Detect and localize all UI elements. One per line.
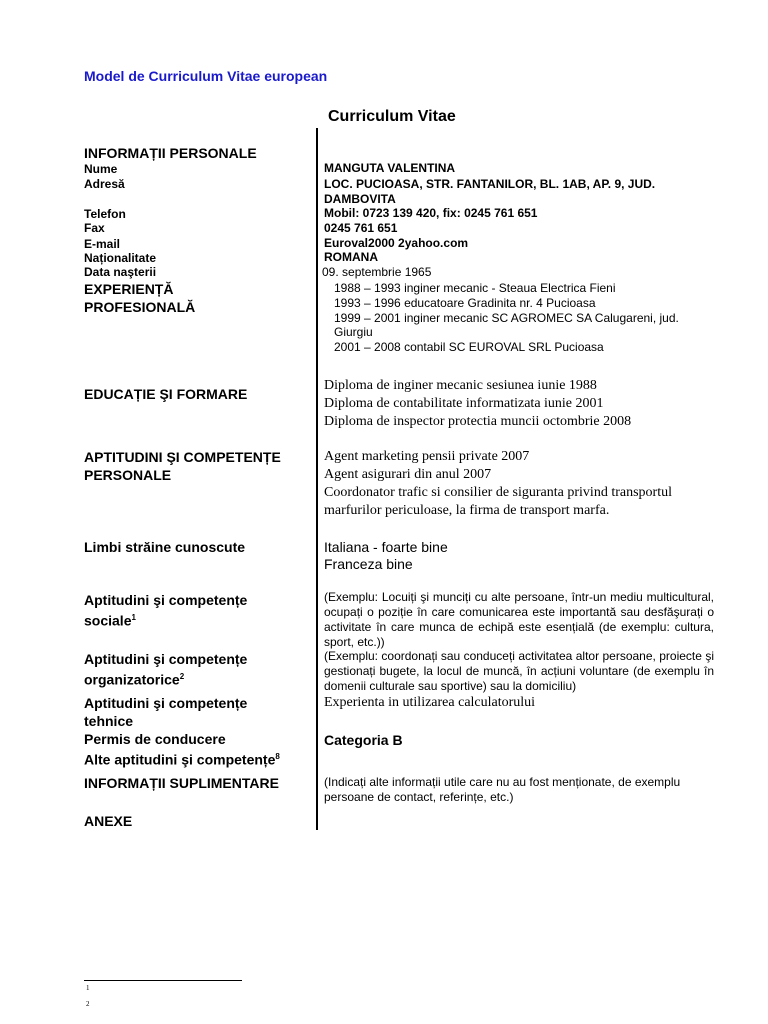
phone-value: Mobil: 0723 139 420, fix: 0245 761 651 xyxy=(324,206,538,220)
languages-label: Limbi străine cunoscute xyxy=(84,539,246,555)
organizational-skills-label-text: organizatorice xyxy=(84,671,180,688)
experience-item: 1988 – 1993 inginer mecanic - Steaua Electrica Fieni xyxy=(334,281,616,295)
section-personal-skills-line-2: PERSONALE xyxy=(84,467,172,483)
language-item: Franceza bine xyxy=(324,556,413,572)
skill-item: Coordonator trafic si consilier de siguranta privind transportul xyxy=(324,485,672,500)
other-skills-label xyxy=(84,748,280,769)
technical-skills-value: Experienta in utilizarea calculatorului xyxy=(324,695,536,710)
address-line-2: DAMBOVITA xyxy=(324,192,396,206)
address-label: Adresă xyxy=(84,177,125,191)
fax-value: 0245 761 651 xyxy=(324,221,398,235)
organizational-skills-text: (Exemplu: coordonați sau conduceți activitatea altor persoane, proiecte şi gestionați bugete, la locul de muncă, în acțiuni voluntare (de exemplu în domenii culturale sau sportive) sau la domiciliu) xyxy=(324,649,714,693)
footnote-ref-2: 2 xyxy=(179,672,185,681)
email-value: Euroval2000 2yahoo.com xyxy=(324,236,469,250)
skill-item: Agent asigurari din anul 2007 xyxy=(324,467,492,482)
language-item: Italiana - foarte bine xyxy=(324,539,448,555)
footnote-ref-1: 1 xyxy=(131,613,136,622)
social-skills-text: (Exemplu: Locuiți şi munciți cu alte persoane, într-un mediu multicultural, ocupați o poziție în care comunicarea este importantă sau desfăşurați o activitate în care munca de echipă este esențială (de exemplu: cultura, sport, etc.)) xyxy=(324,590,714,649)
fax-label: Fax xyxy=(84,221,105,235)
social-skills-label-line-1: Aptitudini şi competențe xyxy=(84,592,248,608)
nationality-value: ROMANA xyxy=(324,250,378,264)
experience-item-continued: Giurgiu xyxy=(334,325,373,339)
driving-license-label: Permis de conducere xyxy=(84,731,226,747)
section-personal-skills-line-1: APTITUDINI ŞI COMPETENȚE xyxy=(84,449,281,465)
birth-date-label: Data naşterii xyxy=(84,265,157,279)
other-skills-label-text: Alte aptitudini şi competențe xyxy=(84,751,276,768)
footnote-ref-8: 8 xyxy=(275,752,280,761)
organizational-skills-label-line-1: Aptitudini şi competențe xyxy=(84,651,248,667)
social-skills-label-text: sociale xyxy=(84,612,132,629)
section-experience-line-2: PROFESIONALĂ xyxy=(84,299,196,315)
section-personal-info: INFORMAȚII PERSONALE xyxy=(84,145,257,161)
footnote-number: 2 xyxy=(86,1000,90,1008)
technical-skills-label-line-1: Aptitudini şi competențe xyxy=(84,695,248,711)
birth-date-value: 09. septembrie 1965 xyxy=(322,265,432,279)
section-experience-line-1: EXPERIENȚĂ xyxy=(84,281,174,297)
section-annexes: ANEXE xyxy=(84,813,133,829)
column-divider xyxy=(316,128,318,830)
experience-item: 1993 – 1996 educatoare Gradinita nr. 4 Pucioasa xyxy=(334,296,596,310)
cv-title: Curriculum Vitae xyxy=(328,108,456,125)
address-line-1: LOC. PUCIOASA, STR. FANTANILOR, BL. 1AB, AP. 9, JUD. xyxy=(324,177,656,191)
footnote-separator xyxy=(84,980,242,981)
education-item: Diploma de inspector protectia muncii octombrie 2008 xyxy=(324,414,632,429)
phone-label: Telefon xyxy=(84,207,126,221)
footnote-number: 1 xyxy=(86,984,90,992)
technical-skills-label-line-2: tehnice xyxy=(84,713,134,729)
education-item: Diploma de contabilitate informatizata iunie 2001 xyxy=(324,396,604,411)
social-skills-label-line-2 xyxy=(84,609,136,630)
skill-item: Agent marketing pensii private 2007 xyxy=(324,449,530,464)
experience-item: 1999 – 2001 inginer mecanic SC AGROMEC SA Calugareni, jud. xyxy=(334,311,679,325)
driving-license-value: Categoria B xyxy=(324,732,403,748)
additional-info-text-line-2: persoane de contact, referințe, etc.) xyxy=(324,790,514,804)
name-label: Nume xyxy=(84,162,118,176)
additional-info-text-line-1: (Indicați alte informații utile care nu au fost menționate, de exemplu xyxy=(324,775,681,789)
organizational-skills-label-line-2 xyxy=(84,668,184,689)
skill-item-continued: marfurilor periculoase, la firma de transport marfa. xyxy=(324,503,610,518)
education-item: Diploma de inginer mecanic sesiunea iunie 1988 xyxy=(324,378,597,393)
section-education: EDUCAȚIE ŞI FORMARE xyxy=(84,386,248,402)
model-title: Model de Curriculum Vitae european xyxy=(84,68,328,84)
experience-item: 2001 – 2008 contabil SC EUROVAL SRL Pucioasa xyxy=(334,340,604,354)
email-label: E-mail xyxy=(84,237,121,251)
nationality-label: Naționalitate xyxy=(84,251,157,265)
name-value: MANGUTA VALENTINA xyxy=(324,161,456,175)
section-additional-info: INFORMAȚII SUPLIMENTARE xyxy=(84,775,279,791)
